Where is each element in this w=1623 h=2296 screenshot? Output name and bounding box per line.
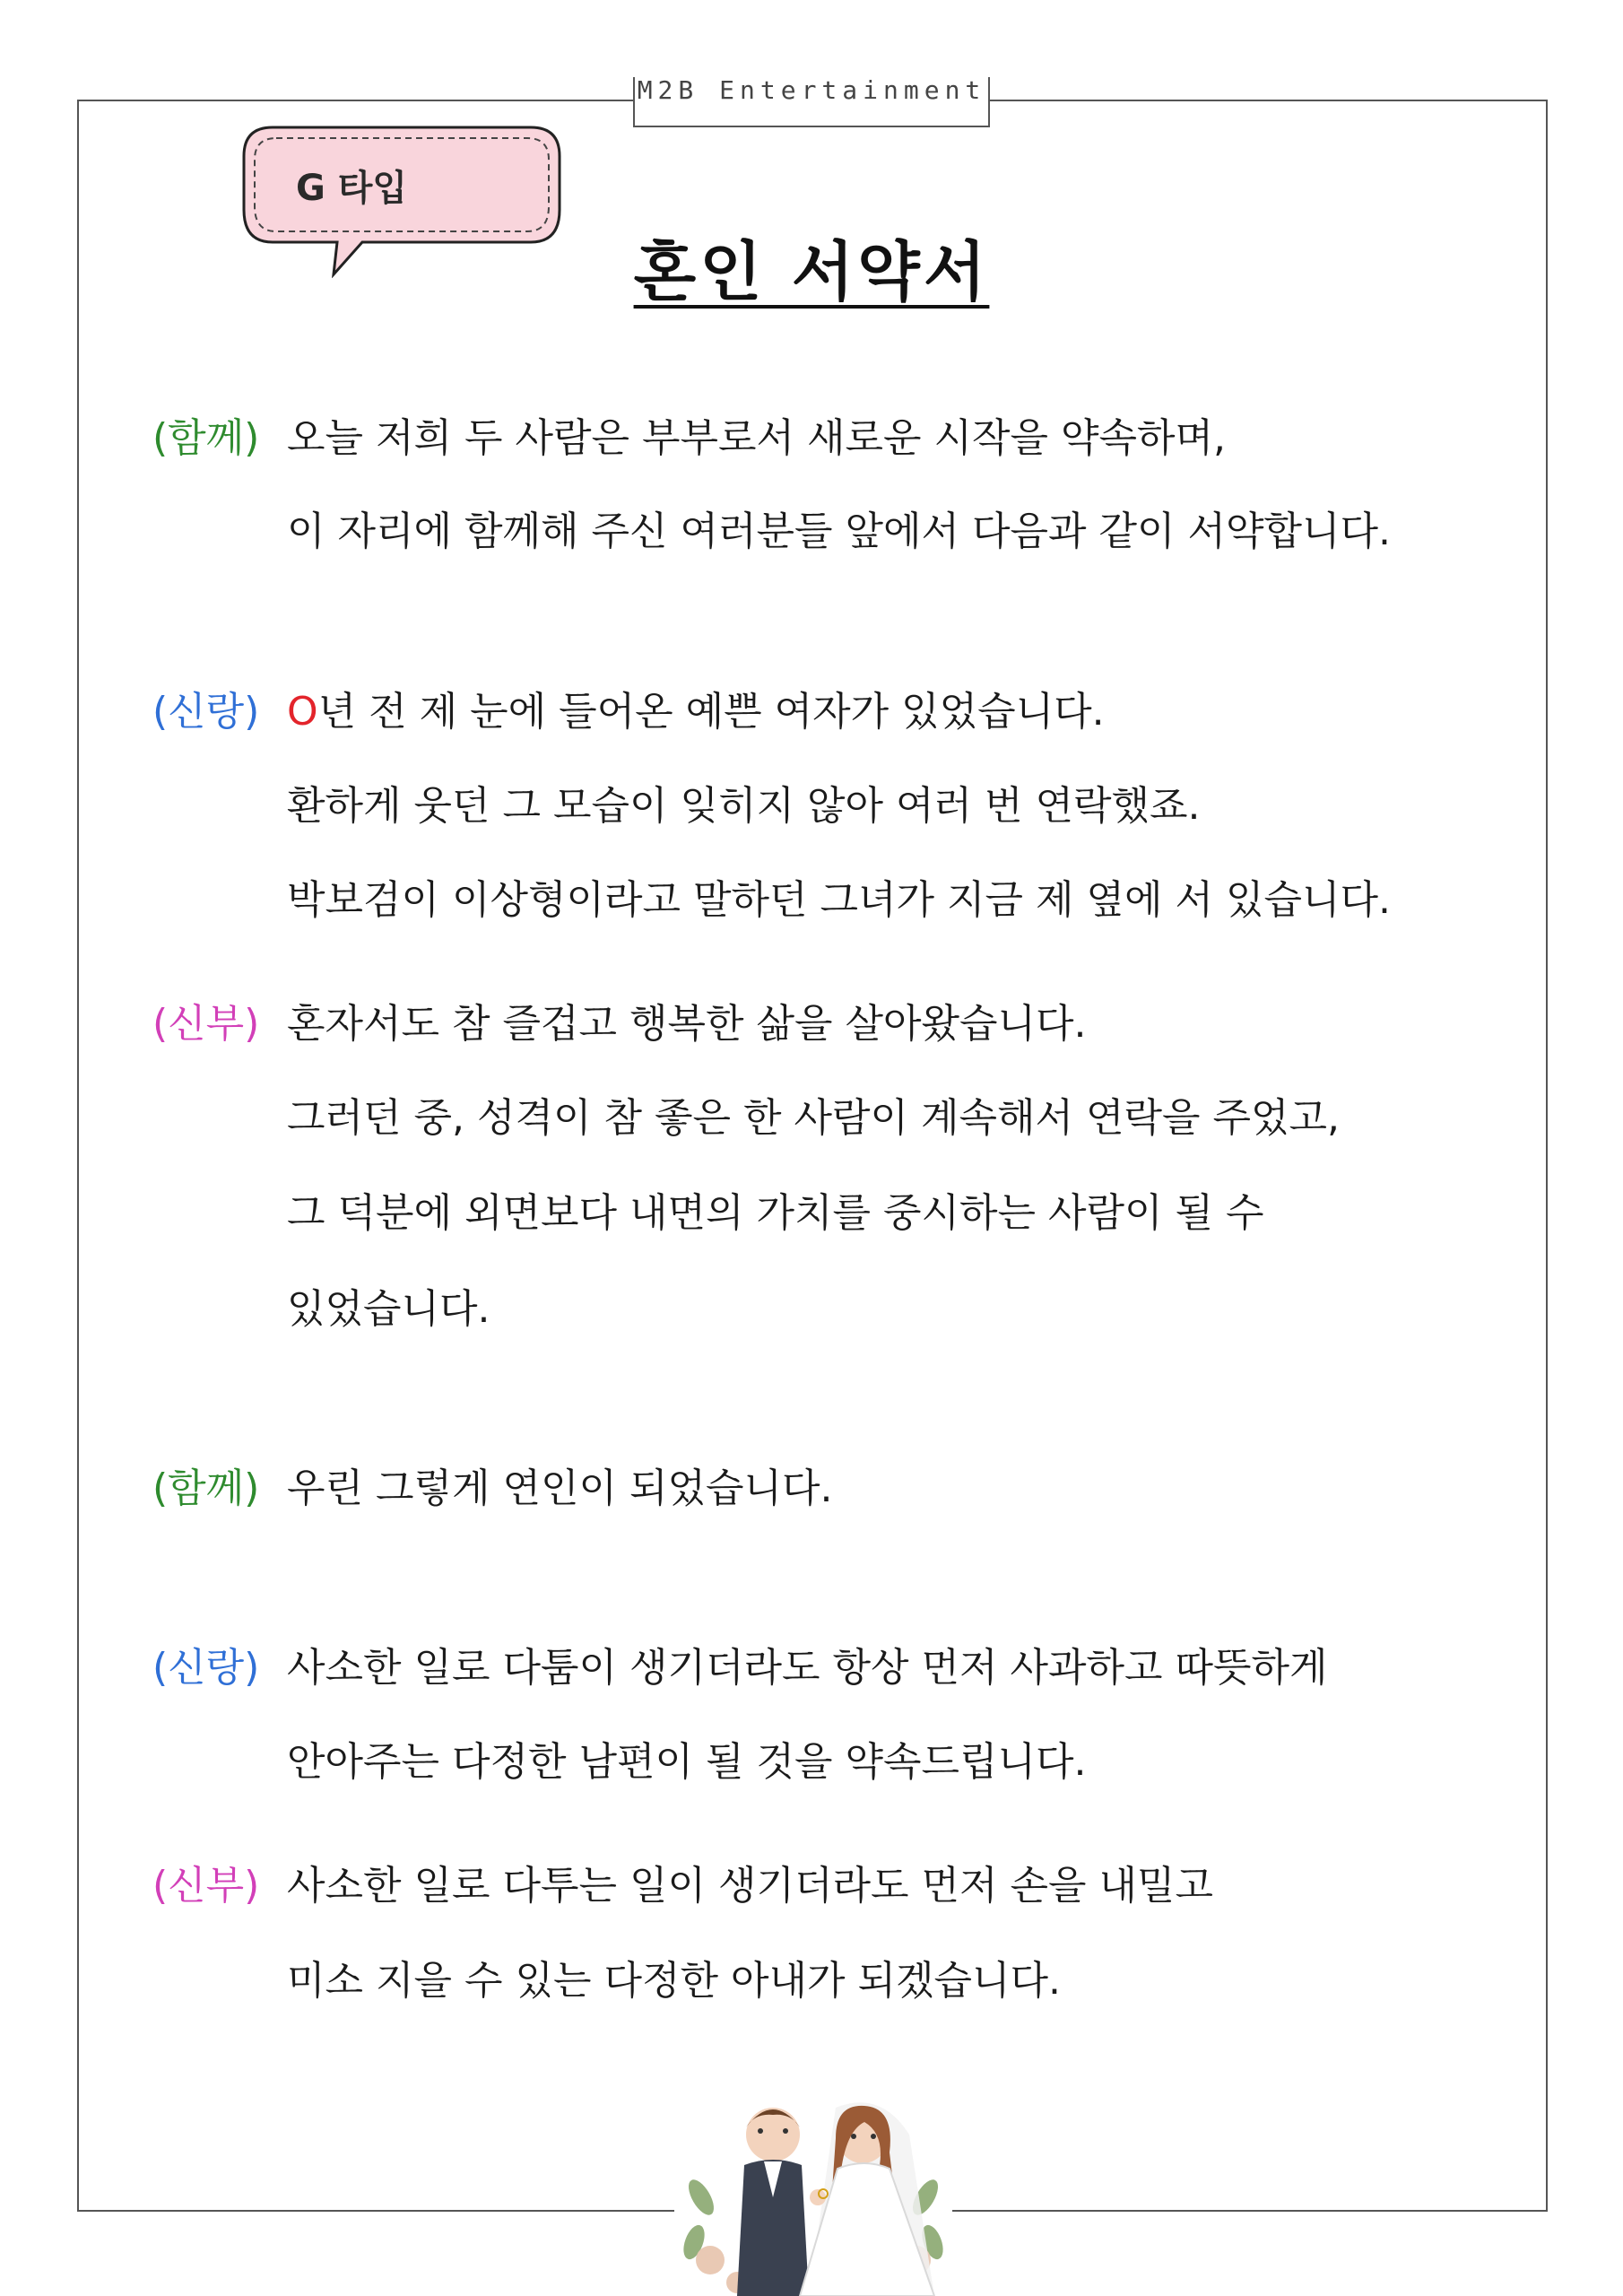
- vow-bride-1: [152, 991, 1087, 1048]
- brand-name: M2B Entertainment: [637, 75, 986, 105]
- type-label: G 타입: [296, 168, 408, 209]
- vow-text: 사소한 일로 다툼이 생기더라도 항상 먼저 사과하고 따뜻하게: [287, 1645, 1328, 1691]
- vow-text: 혼자서도 참 즐겁고 행복한 삶을 살아왔습니다.: [287, 1001, 1087, 1047]
- speaker-bride: (신부): [152, 1863, 260, 1909]
- vow-text: 사소한 일로 다투는 일이 생기더라도 먼저 손을 내밀고: [287, 1863, 1213, 1909]
- vow-groom-1: [152, 679, 1105, 736]
- vow-groom-2: [152, 1635, 1328, 1692]
- vow-text: 오늘 저희 두 사람은 부부로서 새로운 시작을 약속하며,: [287, 415, 1226, 461]
- vow-text: 있었습니다.: [287, 1286, 490, 1332]
- wedding-couple-illustration: [674, 2072, 952, 2296]
- vow-text: 년 전 제 눈에 들어온 예쁜 여자가 있었습니다.: [317, 689, 1105, 735]
- vow-text: 박보검이 이상형이라고 말하던 그녀가 지금 제 옆에 서 있습니다.: [287, 877, 1391, 923]
- vow-text: 그러던 중, 성격이 참 좋은 한 사람이 계속해서 연락을 주었고,: [287, 1095, 1340, 1141]
- vow-bride-2: [152, 1853, 1213, 1910]
- brand-tab: [633, 77, 990, 127]
- placeholder-mark: O: [287, 689, 318, 735]
- vow-text: 미소 지을 수 있는 다정한 아내가 되겠습니다.: [287, 1958, 1061, 2004]
- vow-text: 안아주는 다정한 남편이 될 것을 약속드립니다.: [287, 1739, 1087, 1785]
- speaker-groom: (신랑): [152, 689, 260, 735]
- speaker-bride: (신부): [152, 1001, 260, 1047]
- page-title: 혼인 서약서: [633, 234, 990, 309]
- speaker-groom: (신랑): [152, 1645, 260, 1691]
- speaker-together: (함께): [152, 415, 260, 461]
- vow-text: 우린 그렇게 연인이 되었습니다.: [287, 1465, 833, 1511]
- vow-together-1: [152, 405, 1226, 463]
- vow-text: 환하게 웃던 그 모습이 잊히지 않아 여러 번 연락했죠.: [287, 783, 1201, 829]
- vow-together-2: [152, 1456, 833, 1513]
- vow-text: 그 덕분에 외면보다 내면의 가치를 중시하는 사람이 될 수: [287, 1190, 1264, 1236]
- speaker-together: (함께): [152, 1465, 260, 1511]
- vow-text: 이 자리에 함께해 주신 여러분들 앞에서 다음과 같이 서약합니다.: [287, 509, 1391, 554]
